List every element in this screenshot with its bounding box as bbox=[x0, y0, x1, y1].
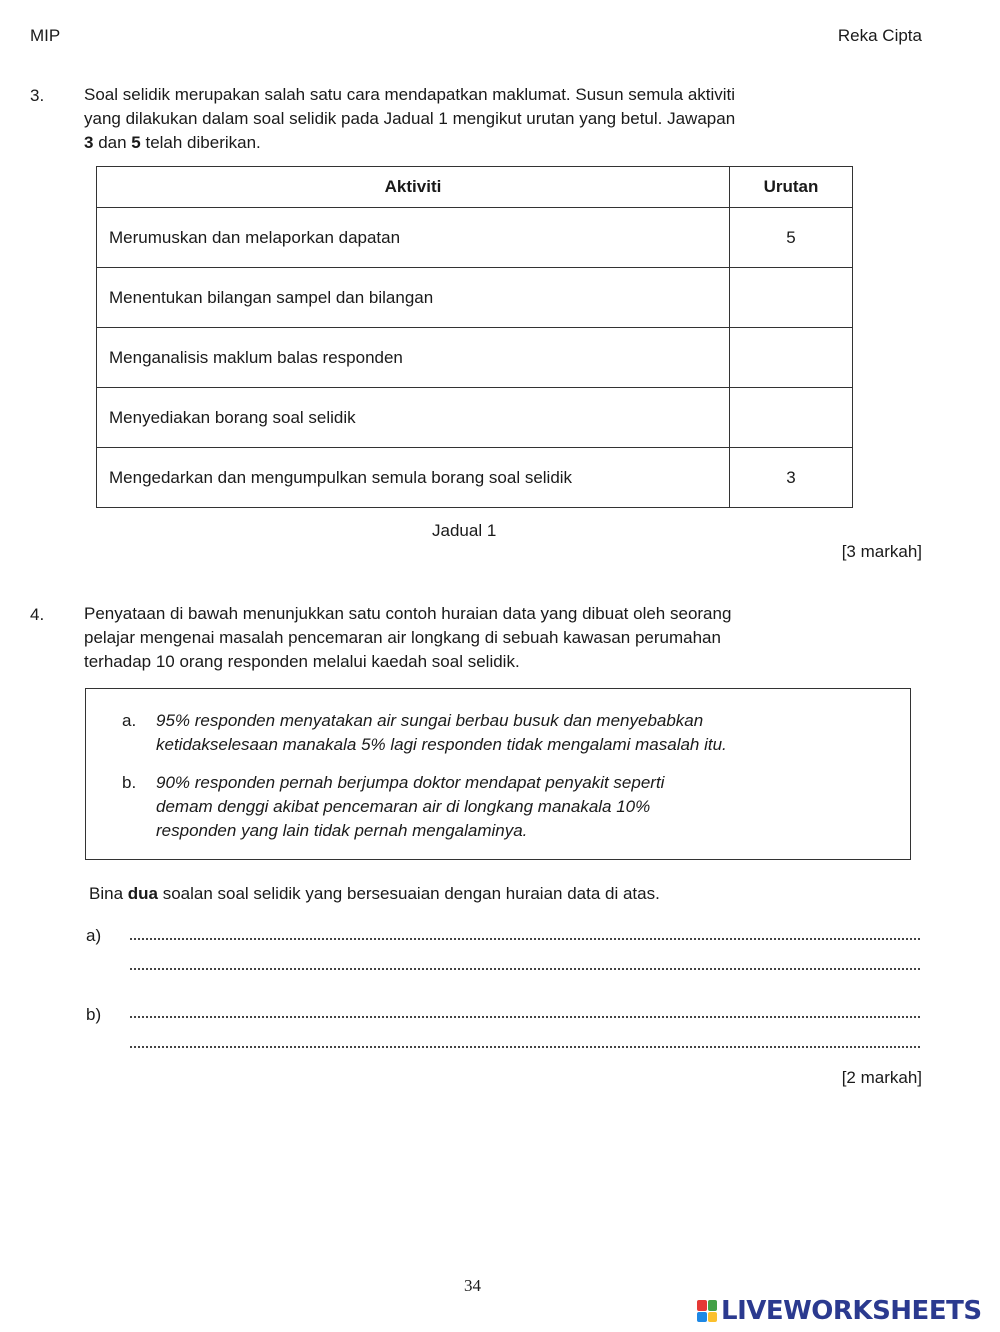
q3-given-5: 5 bbox=[131, 133, 141, 152]
q4-marks: [2 markah] bbox=[841, 1068, 922, 1087]
order-answer-input[interactable] bbox=[730, 387, 856, 448]
data-item-a-text bbox=[156, 709, 896, 757]
activity-cell: Menyediakan borang soal selidik bbox=[97, 388, 730, 448]
q4-instruction bbox=[89, 884, 660, 904]
q4-line-3: terhadap 10 orang responden melalui kaedah soal selidik. bbox=[84, 652, 520, 671]
q3-given-3: 3 bbox=[84, 133, 94, 152]
q4-text bbox=[84, 602, 924, 674]
q4-line-2: pelajar mengenai masalah pencemaran air longkang di sebuah kawasan perumahan bbox=[84, 628, 721, 647]
part-b-label: b) bbox=[86, 1005, 102, 1024]
q4-number: 4. bbox=[30, 605, 45, 624]
table-row bbox=[97, 388, 853, 448]
part-a-label: a) bbox=[86, 926, 102, 945]
q3-line-2: yang dilakukan dalam soal selidik pada Jadual 1 mengikut urutan yang betul. Jawapan bbox=[84, 109, 736, 128]
liveworksheets-text: LIVEWORKSHEETS bbox=[721, 1296, 982, 1326]
order-cell-answer bbox=[730, 388, 853, 448]
order-cell-answer bbox=[730, 328, 853, 388]
logo-square-yellow bbox=[708, 1312, 718, 1323]
data-item-a-line-2: ketidakselesaan manakala 5% lagi responden tidak mengalami masalah itu. bbox=[156, 735, 727, 754]
order-cell-answer bbox=[730, 268, 853, 328]
data-item-a-line-1: 95% responden menyatakan air sungai berbau busuk dan menyebabkan bbox=[156, 711, 704, 730]
activity-table bbox=[96, 166, 853, 508]
page-number: 34 bbox=[464, 1276, 481, 1295]
q3-number: 3. bbox=[30, 86, 45, 105]
q3-marks: [3 markah] bbox=[841, 542, 922, 561]
table-header-row bbox=[97, 167, 853, 208]
activity-cell: Menganalisis maklum balas responden bbox=[97, 328, 730, 388]
col-header-aktiviti: Aktiviti bbox=[97, 167, 730, 208]
order-cell-given: 3 bbox=[730, 448, 853, 508]
table-row bbox=[97, 268, 853, 328]
liveworksheets-icon bbox=[697, 1300, 717, 1322]
data-item-b-line-2: demam denggi akibat pencemaran air di longkang manakala 10% bbox=[156, 797, 651, 816]
activity-cell: Mengedarkan dan mengumpulkan semula borang soal selidik bbox=[97, 448, 730, 508]
q4-line-1: Penyataan di bawah menunjukkan satu contoh huraian data yang dibuat oleh seorang bbox=[84, 604, 732, 623]
answer-b-line-2 bbox=[130, 1046, 920, 1048]
q3-text bbox=[84, 83, 924, 155]
table-caption: Jadual 1 bbox=[432, 521, 497, 540]
table-row bbox=[97, 328, 853, 388]
q3-line-3-and: dan bbox=[93, 133, 132, 152]
table-row bbox=[97, 448, 853, 508]
q3-line-3-tail: telah diberikan. bbox=[140, 133, 261, 152]
logo-square-red bbox=[697, 1300, 707, 1311]
header-right: Reka Cipta bbox=[837, 26, 922, 45]
q3-line-3 bbox=[84, 131, 924, 155]
data-description-box bbox=[85, 688, 911, 860]
header-left: MIP bbox=[30, 26, 61, 45]
order-answer-input[interactable] bbox=[730, 267, 856, 328]
data-item-b-line-3: responden yang lain tidak pernah mengalaminya. bbox=[156, 821, 528, 840]
q3-line-1: Soal selidik merupakan salah satu cara mendapatkan maklumat. Susun semula aktiviti bbox=[84, 85, 736, 104]
order-cell-given: 5 bbox=[730, 208, 853, 268]
data-item-b-text bbox=[156, 771, 896, 843]
answer-a-line-1 bbox=[130, 938, 920, 940]
data-item-b-label: b. bbox=[122, 773, 137, 792]
data-item-b-line-1: 90% responden pernah berjumpa doktor mendapat penyakit seperti bbox=[156, 773, 665, 792]
answer-a-line-2 bbox=[130, 968, 920, 970]
data-item-a-label: a. bbox=[122, 711, 137, 730]
order-answer-input[interactable] bbox=[730, 327, 856, 388]
activity-cell: Merumuskan dan melaporkan dapatan bbox=[97, 208, 730, 268]
table-row bbox=[97, 208, 853, 268]
logo-square-green bbox=[708, 1300, 718, 1311]
instruction-pre: Bina bbox=[89, 884, 128, 903]
liveworksheets-logo[interactable] bbox=[697, 1296, 982, 1326]
logo-square-blue bbox=[697, 1312, 707, 1323]
answer-b-line-1 bbox=[130, 1016, 920, 1018]
instruction-bold: dua bbox=[127, 884, 158, 903]
col-header-urutan: Urutan bbox=[730, 167, 853, 208]
activity-cell: Menentukan bilangan sampel dan bilangan bbox=[97, 268, 730, 328]
instruction-post: soalan soal selidik yang bersesuaian dengan huraian data di atas. bbox=[157, 884, 660, 903]
